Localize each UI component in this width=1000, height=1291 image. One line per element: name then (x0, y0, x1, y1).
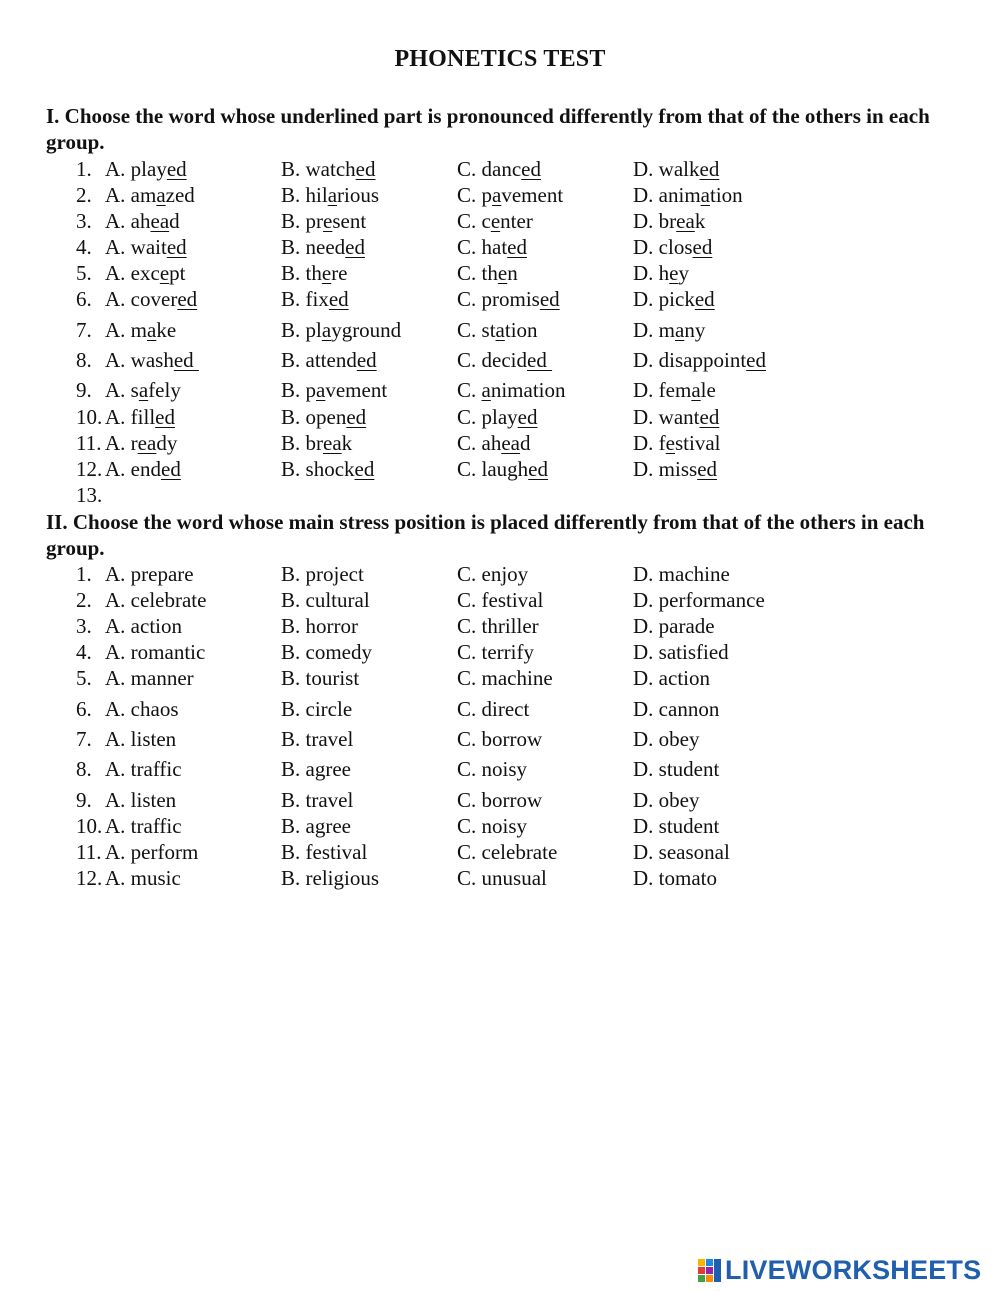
option-d[interactable]: D. obey (633, 727, 700, 751)
question-row (76, 839, 976, 865)
option-a[interactable]: A. make (105, 318, 177, 342)
question-row (76, 404, 976, 430)
question-row (76, 482, 976, 508)
option-d[interactable]: D. satisfied (633, 640, 729, 664)
option-c[interactable]: C. animation (457, 378, 566, 402)
option-d[interactable]: D. animation (633, 183, 743, 207)
option-a[interactable]: A. traffic (105, 814, 182, 838)
question-number: 7. (76, 318, 92, 342)
option-b[interactable]: B. comedy (281, 640, 372, 664)
question-row (76, 377, 976, 403)
brand-text: LIVEWORKSHEETS (725, 1254, 982, 1285)
option-d[interactable]: D. many (633, 318, 706, 342)
option-c[interactable]: C. borrow (457, 727, 543, 751)
option-b[interactable]: B. watched (281, 157, 376, 181)
question-number: 12. (76, 457, 103, 481)
option-c[interactable]: C. unusual (457, 866, 547, 890)
option-b[interactable]: B. agree (281, 814, 351, 838)
option-c[interactable]: C. played (457, 405, 538, 429)
option-a[interactable]: A. chaos (105, 697, 179, 721)
option-d[interactable]: D. walked (633, 157, 720, 181)
option-d[interactable]: D. break (633, 209, 706, 233)
option-b[interactable]: B. there (281, 261, 348, 285)
option-c[interactable]: C. machine (457, 666, 553, 690)
option-a[interactable]: A. traffic (105, 757, 182, 781)
option-b[interactable]: B. break (281, 431, 353, 455)
question-row (76, 726, 976, 752)
liveworksheets-logo-icon (698, 1257, 722, 1283)
option-b[interactable]: B. needed (281, 235, 365, 259)
option-d[interactable]: D. action (633, 666, 710, 690)
question-row (76, 561, 976, 587)
option-d[interactable]: D. wanted (633, 405, 720, 429)
option-b[interactable]: B. tourist (281, 666, 360, 690)
option-d[interactable]: D. student (633, 814, 720, 838)
question-number: 5. (76, 261, 92, 285)
option-a[interactable]: A. romantic (105, 640, 206, 664)
question-row (76, 696, 976, 722)
question-row (76, 347, 976, 373)
question-row (76, 208, 976, 234)
option-a[interactable]: A. except (105, 261, 186, 285)
question-number: 4. (76, 235, 92, 259)
option-a[interactable]: A. manner (105, 666, 194, 690)
question-number: 13. (76, 483, 103, 507)
option-a[interactable]: A. amazed (105, 183, 195, 207)
question-number: 3. (76, 614, 92, 638)
option-a[interactable]: A. perform (105, 840, 199, 864)
question-number: 11. (76, 840, 102, 864)
option-a[interactable]: A. ahead (105, 209, 180, 233)
option-c[interactable]: C. direct (457, 697, 530, 721)
option-d[interactable]: D. performance (633, 588, 765, 612)
option-b[interactable]: B. hilarious (281, 183, 380, 207)
option-d[interactable]: D. cannon (633, 697, 720, 721)
option-c[interactable]: C. thriller (457, 614, 539, 638)
option-b[interactable]: B. circle (281, 697, 353, 721)
question-number: 4. (76, 640, 92, 664)
option-b[interactable]: B. travel (281, 788, 354, 812)
question-number: 6. (76, 287, 92, 311)
option-b[interactable]: B. present (281, 209, 367, 233)
question-row (76, 787, 976, 813)
option-d[interactable]: D. seasonal (633, 840, 730, 864)
question-number: 11. (76, 431, 102, 455)
question-row (76, 430, 976, 456)
question-row (76, 286, 976, 312)
question-number: 9. (76, 378, 92, 402)
option-a[interactable]: A. safely (105, 378, 181, 402)
question-number: 2. (76, 183, 92, 207)
option-a[interactable]: A. covered (105, 287, 198, 311)
option-b[interactable]: B. travel (281, 727, 354, 751)
page-title: PHONETICS TEST (394, 46, 606, 72)
option-c[interactable]: C. hated (457, 235, 527, 259)
question-number: 9. (76, 788, 92, 812)
option-c[interactable]: C. terrify (457, 640, 534, 664)
option-c[interactable]: C. ahead (457, 431, 531, 455)
option-b[interactable]: B. pavement (281, 378, 388, 402)
question-number: 6. (76, 697, 92, 721)
section-2-heading: II. Choose the word whose main stress position is placed differently from that of the others in each group. (46, 510, 925, 560)
option-b[interactable]: B. religious (281, 866, 380, 890)
option-a[interactable]: A. played (105, 157, 187, 181)
option-c[interactable]: C. danced (457, 157, 541, 181)
option-c[interactable]: C. pavement (457, 183, 564, 207)
question-number: 5. (76, 666, 92, 690)
option-d[interactable]: D. obey (633, 788, 700, 812)
question-number: 8. (76, 348, 92, 372)
question-row (76, 587, 976, 613)
option-c[interactable]: C. center (457, 209, 533, 233)
option-c[interactable]: C. celebrate (457, 840, 558, 864)
option-b[interactable]: B. playground (281, 318, 402, 342)
option-b[interactable]: B. festival (281, 840, 368, 864)
question-row (76, 234, 976, 260)
option-b[interactable]: B. cultural (281, 588, 370, 612)
option-b[interactable]: B. opened (281, 405, 367, 429)
question-row (76, 813, 976, 839)
option-a[interactable]: A. waited (105, 235, 187, 259)
question-row (76, 260, 976, 286)
option-a[interactable]: A. ended (105, 457, 181, 481)
question-number: 1. (76, 562, 92, 586)
question-row (76, 182, 976, 208)
option-c[interactable]: C. decided (457, 348, 553, 372)
question-number: 8. (76, 757, 92, 781)
option-a[interactable]: A. prepare (105, 562, 194, 586)
question-number: 2. (76, 588, 92, 612)
option-c[interactable]: C. enjoy (457, 562, 529, 586)
option-c[interactable]: C. then (457, 261, 518, 285)
option-c[interactable]: C. borrow (457, 788, 543, 812)
option-d[interactable]: D. parade (633, 614, 715, 638)
question-row (76, 156, 976, 182)
option-d[interactable]: D. female (633, 378, 716, 402)
liveworksheets-brand[interactable] (698, 1254, 998, 1286)
option-d[interactable]: D. student (633, 757, 720, 781)
option-c[interactable]: C. noisy (457, 814, 528, 838)
question-row (76, 639, 976, 665)
question-row (76, 756, 976, 782)
question-number: 10. (76, 405, 103, 429)
section-1-heading: I. Choose the word whose underlined part is pronounced differently from that of the others in each group. (46, 104, 930, 154)
option-d[interactable]: D. closed (633, 235, 713, 259)
option-b[interactable]: B. shocked (281, 457, 375, 481)
question-number: 3. (76, 209, 92, 233)
option-d[interactable]: D. machine (633, 562, 730, 586)
option-d[interactable]: D. disappointed (633, 348, 766, 372)
option-d[interactable]: D. missed (633, 457, 718, 481)
option-d[interactable]: D. festival (633, 431, 721, 455)
option-d[interactable]: D. picked (633, 287, 715, 311)
question-number: 7. (76, 727, 92, 751)
question-number: 1. (76, 157, 92, 181)
option-b[interactable]: B. fixed (281, 287, 349, 311)
option-c[interactable]: C. noisy (457, 757, 528, 781)
option-b[interactable]: B. horror (281, 614, 358, 638)
option-c[interactable]: C. station (457, 318, 538, 342)
option-a[interactable]: A. filled (105, 405, 175, 429)
option-a[interactable]: A. celebrate (105, 588, 207, 612)
option-a[interactable]: A. ready (105, 431, 178, 455)
option-c[interactable]: C. promised (457, 287, 560, 311)
option-a[interactable]: A. action (105, 614, 182, 638)
question-number: 10. (76, 814, 103, 838)
option-a[interactable]: A. listen (105, 727, 177, 751)
question-row (76, 456, 976, 482)
option-b[interactable]: B. agree (281, 757, 351, 781)
question-row (76, 317, 976, 343)
option-b[interactable]: B. attended (281, 348, 377, 372)
question-row (76, 865, 976, 891)
question-number: 12. (76, 866, 103, 890)
option-b[interactable]: B. project (281, 562, 364, 586)
option-d[interactable]: D. tomato (633, 866, 717, 890)
question-row (76, 665, 976, 691)
option-c[interactable]: C. festival (457, 588, 544, 612)
option-a[interactable]: A. listen (105, 788, 177, 812)
option-c[interactable]: C. laughed (457, 457, 548, 481)
question-row (76, 613, 976, 639)
option-d[interactable]: D. hey (633, 261, 689, 285)
option-a[interactable]: A. music (105, 866, 181, 890)
option-a[interactable]: A. washed (105, 348, 199, 372)
